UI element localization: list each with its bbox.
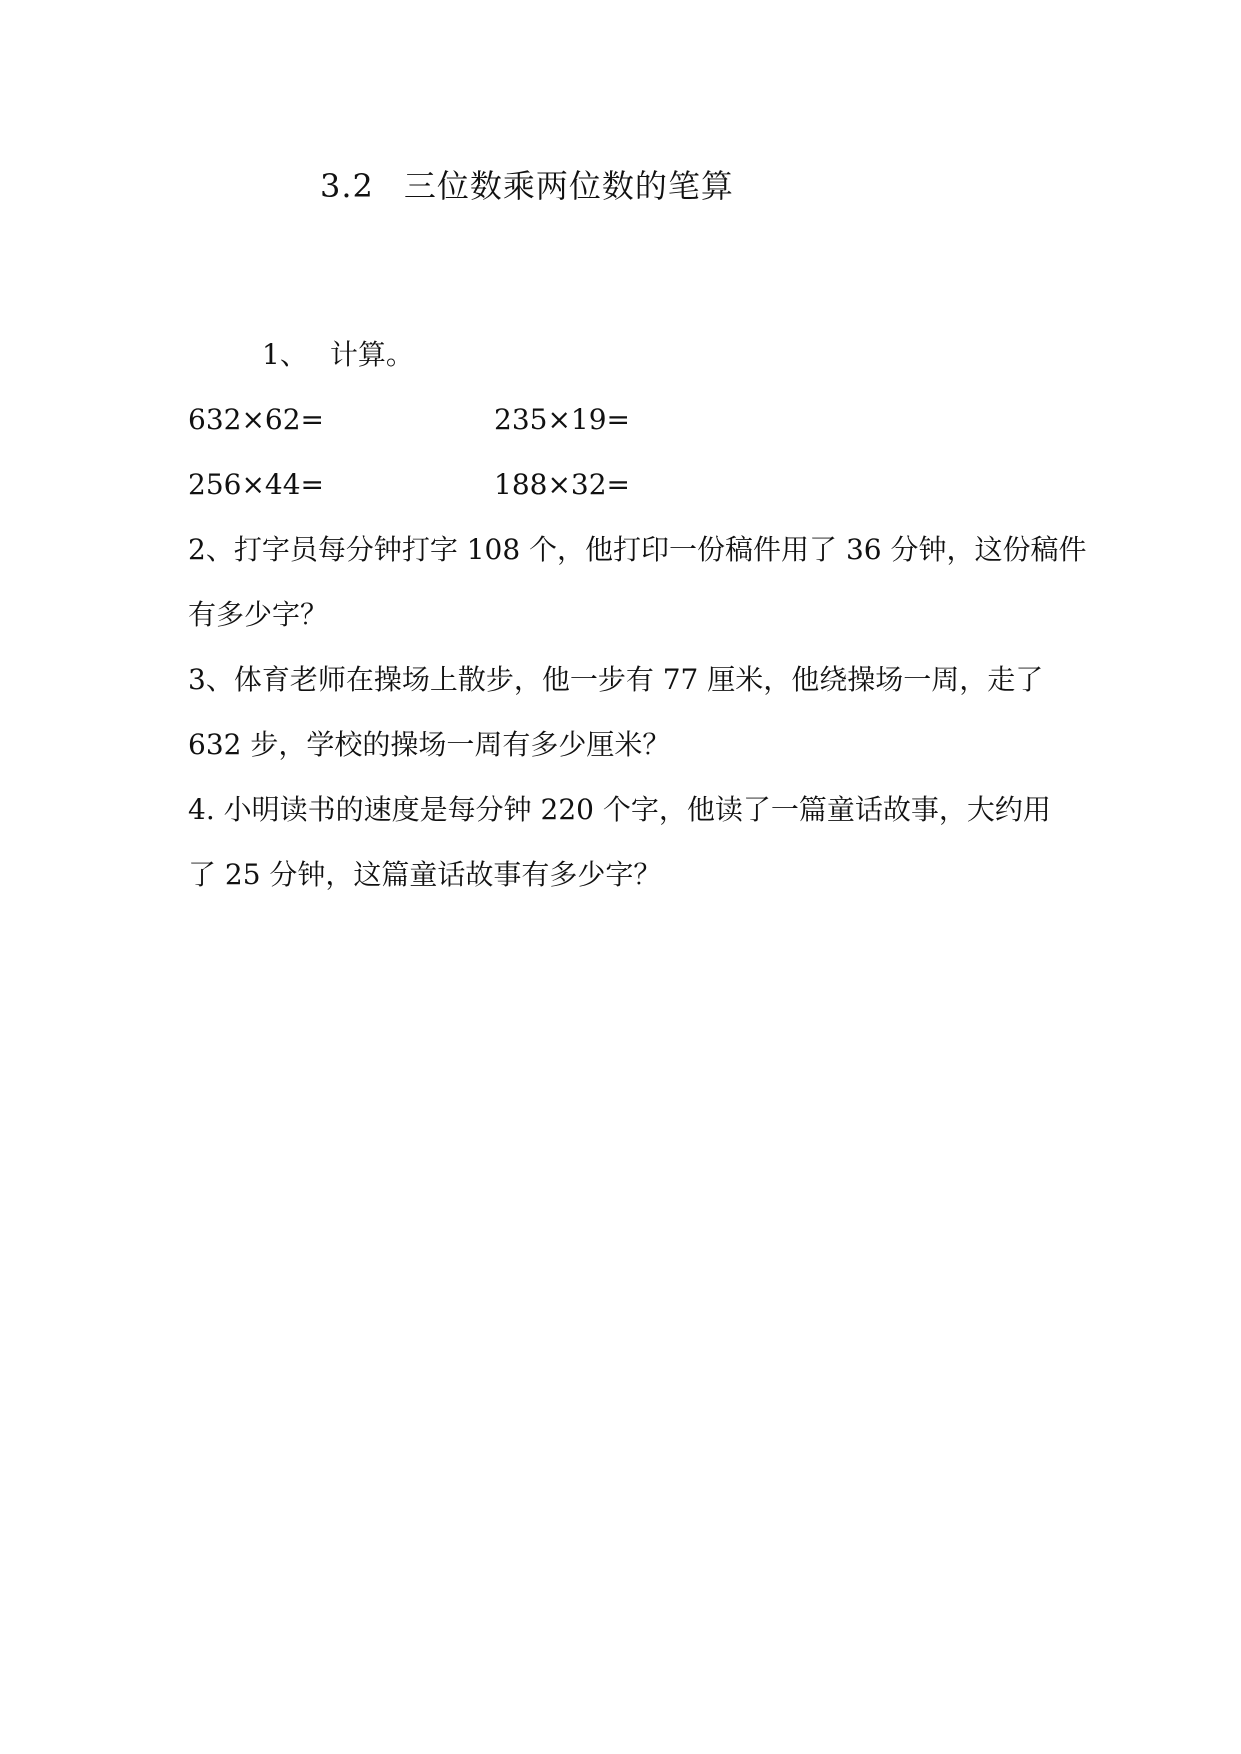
question-4-line-2: 了 25 分钟，这篇童话故事有多少字？ bbox=[188, 858, 662, 891]
question-1-index: 1、 bbox=[262, 338, 308, 371]
question-3-line-1: 3、体育老师在操场上散步，他一步有 77 厘米，他绕操场一周，走了 bbox=[188, 663, 1044, 696]
calculation-item: 235×19= bbox=[494, 403, 630, 436]
question-4-line-1: 4. 小明读书的速度是每分钟 220 个字，他读了一篇童话故事，大约用 bbox=[188, 793, 1051, 826]
calculation-item: 632×62= bbox=[188, 403, 324, 436]
calculation-item: 256×44= bbox=[188, 468, 324, 501]
question-1-heading bbox=[262, 335, 414, 375]
question-3-line-2: 632 步，学校的操场一周有多少厘米？ bbox=[188, 728, 671, 761]
page-title bbox=[320, 162, 734, 210]
section-number: 3.2 bbox=[320, 167, 374, 205]
calculation-item: 188×32= bbox=[494, 468, 630, 501]
question-2-line-1: 2、打字员每分钟打字 108 个，他打印一份稿件用了 36 分钟，这份稿件 bbox=[188, 533, 1087, 566]
question-2-line-2: 有多少字？ bbox=[188, 598, 329, 631]
question-1-prompt: 计算。 bbox=[329, 338, 414, 371]
section-title: 三位数乘两位数的笔算 bbox=[403, 167, 734, 205]
